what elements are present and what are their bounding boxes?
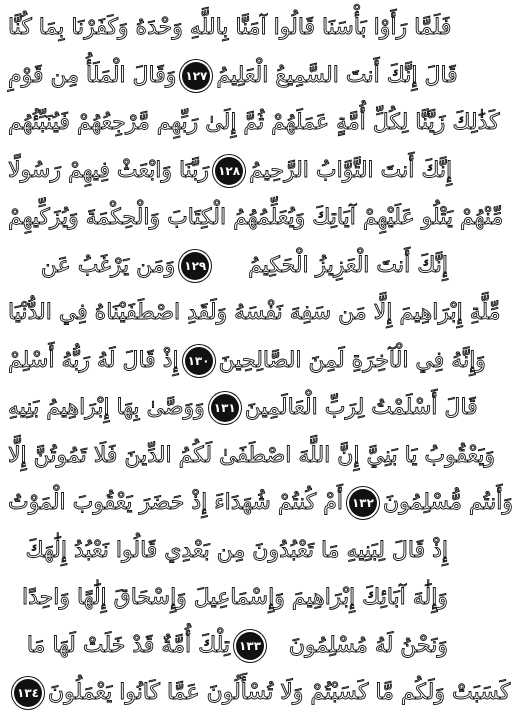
text-line — [8, 54, 458, 98]
verse-text: تِلْكَ أُمَّةٌ قَدْ خَلَتْ لَهَا مَا — [26, 632, 231, 658]
text-line — [8, 244, 448, 288]
verse-text: فَلَمَّا رَأَوْا بَأْسَنَا قَالُوا آمَنَّا بِاللَّهِ وَحْدَهُ وَكَفَرْنَا بِمَا كُنَّا — [8, 15, 452, 40]
text-line — [8, 339, 486, 383]
verse-text: إِنَّكَ أَنتَ الْعَزِيزُ الْحَكِيمُ — [248, 252, 449, 278]
ayah-number-marker: ١٣٢ — [349, 489, 377, 517]
verse-text: وَإِنَّهُ فِي الْآخِرَةِ لَمِنَ الصَّالِحِينَ — [218, 347, 486, 373]
text-line — [8, 481, 513, 525]
verse-text: إِنَّكَ أَنتَ التَّوَّابُ الرَّحِيمُ — [249, 157, 453, 183]
verse-text: قَالَ إِنَّكَ أَنتَ السَّمِيعُ الْعَلِيمُ — [216, 62, 458, 88]
verse-text: كَذَٰلِكَ زَيَّنَّا لِكُلِّ أُمَّةٍ عَمَلَهُمْ ثُمَّ إِلَىٰ رَبِّهِم مَّرْجِعُهُمْ فَيُنَبِّئُهُم — [8, 110, 500, 135]
verse-text: مِّلَّةِ إِبْرَاهِيمَ إِلَّا مَن سَفِهَ نَفْسَهُ وَلَقَدِ اصْطَفَيْنَاهُ فِي الدُّنْيَا — [8, 300, 501, 325]
verse-text: وَأَنتُم مُّسْلِمُونَ — [382, 490, 513, 515]
text-line — [8, 196, 504, 240]
verse-text: وَمَن يَرْغَبُ عَن — [40, 252, 176, 278]
ayah-number-marker: ١٣٣ — [236, 632, 264, 660]
ayah-number-marker: ١٣٠ — [185, 347, 213, 375]
verse-text: كَسَبَتْ وَلَكُم مَّا كَسَبْتُمْ وَلَا تُسْأَلُونَ عَمَّا كَانُوا يَعْمَلُونَ — [48, 680, 511, 705]
ayah-number-marker: ١٣١ — [211, 394, 239, 422]
verse-text: رَبَّنَا وَابْعَثْ فِيهِمْ رَسُولًا — [8, 157, 210, 183]
ayah-number-marker: ١٢٨ — [215, 157, 243, 185]
verse-text: قَالَ أَسْلَمْتُ لِرَبِّ الْعَالَمِينَ — [244, 395, 478, 420]
text-line — [8, 671, 511, 715]
text-line — [8, 576, 448, 620]
text-line — [8, 149, 453, 193]
text-line — [8, 386, 478, 430]
verse-text: وَنَحْنُ لَهُ مُسْلِمُونَ — [288, 632, 449, 658]
verse-text: إِذْ قَالَ لِبَنِيهِ مَا تَعْبُدُونَ مِن بَعْدِي قَالُوا نَعْبُدُ إِلَٰهَكَ — [25, 537, 448, 563]
text-line — [8, 434, 495, 478]
verse-text: إِذْ قَالَ لَهُ رَبُّهُ أَسْلِمْ — [8, 347, 179, 373]
verse-text: وَإِلَٰهَ آبَائِكَ إِبْرَاهِيمَ وَإِسْمَاعِيلَ وَإِسْحَاقَ إِلَٰهًا وَاحِدًا — [22, 585, 448, 610]
ayah-number-marker: ١٣٤ — [14, 679, 42, 707]
text-line — [8, 624, 448, 668]
text-line — [8, 101, 500, 145]
verse-text: وَوَصَّىٰ بِهَا إِبْرَاهِيمُ بَنِيهِ — [8, 395, 205, 420]
ayah-number-marker: ١٢٩ — [181, 252, 209, 280]
text-line — [8, 291, 501, 335]
text-line — [8, 6, 452, 50]
verse-text: مِّنْهُمْ يَتْلُو عَلَيْهِمْ آيَاتِكَ وَيُعَلِّمُهُمُ الْكِتَابَ وَالْحِكْمَةَ وَيُزَكِّيهِمْ — [8, 205, 504, 230]
verse-text: أَمْ كُنتُمْ شُهَدَاءَ إِذْ حَضَرَ يَعْقُوبَ الْمَوْتُ — [8, 490, 343, 515]
verse-text: وَقَالَ الْمَلَأُ مِن قَوْمِ — [8, 62, 177, 88]
text-line — [8, 529, 448, 573]
verse-text: وَيَعْقُوبُ يَا بَنِيَّ إِنَّ اللَّهَ اصْطَفَىٰ لَكُمُ الدِّينَ فَلَا تَمُوتُنَّ إِلَّا — [8, 442, 495, 468]
ayah-number-marker: ١٢٧ — [182, 62, 210, 90]
